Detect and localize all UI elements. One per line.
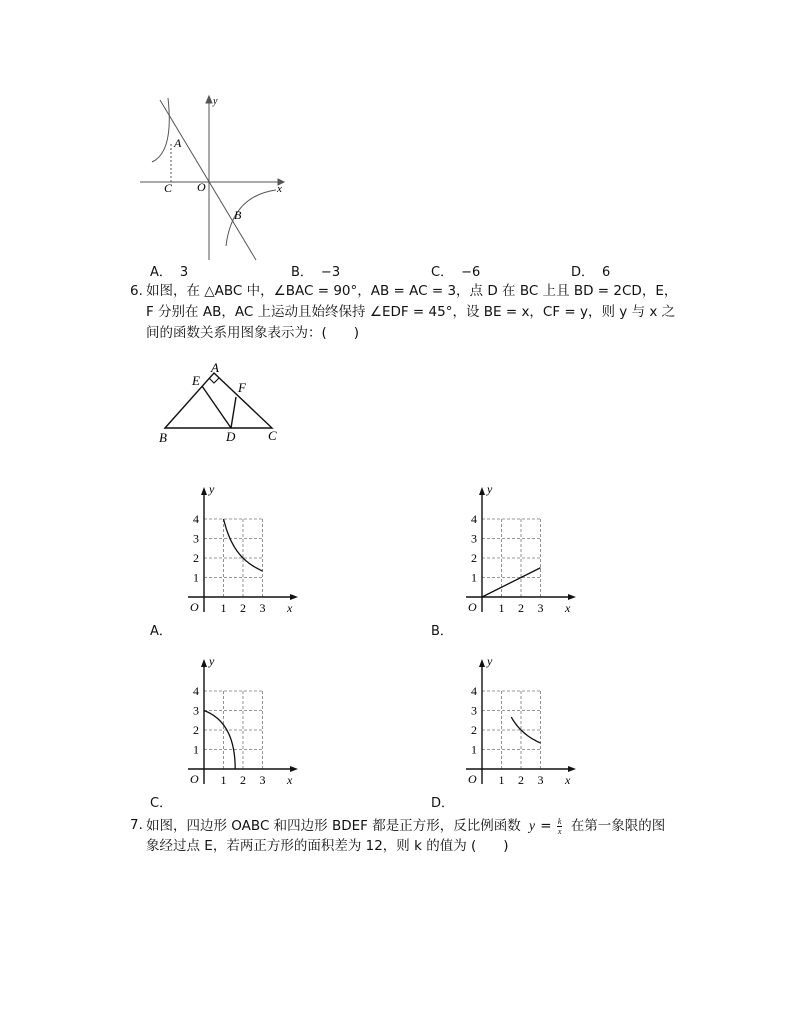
label-origin: O: [190, 600, 199, 614]
q7-text-line1: [146, 815, 665, 837]
q6-text-line2: F 分别在 AB，AC 上运动且始终保持 ∠EDF = 45°，设 BE = x，CF = y，则 y 与 x 之: [146, 304, 676, 320]
x-tick-label: 3: [259, 773, 266, 786]
label-y: y: [209, 482, 215, 496]
function-curve: [482, 568, 541, 597]
y-tick-label: 3: [193, 703, 199, 718]
x-tick-label: 1: [498, 773, 505, 786]
label-a: A: [211, 360, 219, 375]
graph-option-a[interactable]: [186, 482, 302, 614]
q6-option-b-label[interactable]: B．: [431, 624, 453, 639]
segment-ed: [202, 386, 231, 428]
q7-text-part2: 在第一象限的图: [570, 818, 666, 834]
grid: [204, 691, 263, 769]
y-tick-label: 3: [193, 531, 199, 546]
q6-option-a-label[interactable]: A．: [150, 624, 172, 639]
x-tick-label: 1: [498, 601, 505, 614]
q5-option-d[interactable]: [571, 262, 610, 283]
segment-fd: [231, 397, 236, 428]
option-value: −6: [461, 265, 481, 280]
x-tick-label: 2: [518, 601, 524, 614]
grid: [482, 691, 541, 769]
q6-option-d-label[interactable]: D．: [431, 796, 455, 811]
y-axis-arrow: [201, 487, 207, 495]
option-value: 6: [602, 265, 611, 280]
grid: [204, 519, 263, 597]
formula-denominator: x: [557, 826, 562, 836]
y-axis-arrow: [479, 487, 485, 495]
y-tick-label: 4: [193, 512, 199, 526]
function-curve: [511, 717, 540, 743]
x-tick-label: 3: [537, 601, 544, 614]
q7-text-part1: 如图，四边形 OABC 和四边形 BDEF 都是正方形，反比例函数: [146, 818, 521, 834]
label-y: y: [209, 654, 215, 668]
label-b: B: [234, 208, 242, 222]
q7-number: 7.: [130, 817, 143, 833]
q6-option-c-label[interactable]: C．: [150, 796, 173, 811]
label-c: C: [164, 181, 173, 195]
graph-option-b[interactable]: [464, 482, 580, 614]
x-axis-arrow: [290, 766, 298, 772]
x-tick-label: 1: [220, 773, 227, 786]
q5-option-c[interactable]: [431, 262, 480, 283]
right-angle-mark: [209, 378, 219, 383]
x-axis-arrow: [568, 594, 576, 600]
y-axis-arrow: [201, 659, 207, 667]
y-tick-label: 2: [193, 723, 199, 737]
q6-text-line3: 间的函数关系用图象表示为：( ): [146, 325, 360, 341]
label-d: D: [226, 429, 236, 444]
triangle-abc: [165, 373, 272, 428]
x-axis-arrow: [568, 766, 576, 772]
label-y: y: [213, 96, 218, 107]
option-letter: C．: [431, 265, 454, 280]
straight-line: [160, 100, 256, 260]
y-tick-label: 4: [193, 684, 199, 698]
y-tick-label: 4: [471, 684, 477, 698]
y-axis-arrow: [206, 96, 212, 103]
q5-option-b[interactable]: [291, 262, 340, 283]
y-tick-label: 1: [471, 742, 477, 757]
option-value: −3: [320, 265, 341, 280]
hyperbola-line-figure: [138, 92, 288, 262]
y-axis-arrow: [479, 659, 485, 667]
x-tick-label: 1: [220, 601, 227, 614]
x-tick-label: 3: [259, 601, 266, 614]
label-b: B: [159, 430, 167, 445]
y-tick-label: 2: [193, 551, 199, 565]
label-x: x: [565, 773, 571, 786]
label-c: C: [268, 428, 277, 443]
formula-y: y: [529, 818, 535, 833]
q5-option-a[interactable]: [150, 262, 188, 283]
label-x: x: [287, 601, 293, 614]
label-x: x: [565, 601, 571, 614]
graph-option-c[interactable]: [186, 654, 302, 786]
label-f: F: [238, 380, 246, 395]
option-letter: B．: [291, 265, 313, 280]
function-curve: [204, 711, 235, 770]
graph-option-d[interactable]: [464, 654, 580, 786]
y-tick-label: 1: [193, 742, 199, 757]
x-axis-arrow: [290, 594, 298, 600]
y-tick-label: 3: [471, 531, 477, 546]
label-a: A: [174, 136, 182, 150]
x-tick-label: 2: [240, 773, 246, 786]
q6-text-line1: 如图，在 △ABC 中，∠BAC = 90°，AB = AC = 3，点 D 在 BC 上且 BD = 2CD，E，: [146, 283, 678, 299]
q7-text-line2: 象经过点 E，若两正方形的面积差为 12，则 k 的值为 ( ): [146, 838, 509, 854]
label-origin: O: [190, 772, 199, 786]
y-tick-label: 2: [471, 723, 477, 737]
x-tick-label: 2: [240, 601, 246, 614]
label-y: y: [487, 654, 493, 668]
label-y: y: [487, 482, 493, 496]
label-x: x: [287, 773, 293, 786]
y-tick-label: 4: [471, 512, 477, 526]
y-tick-label: 1: [193, 570, 199, 585]
label-origin: O: [468, 600, 477, 614]
option-value: 3: [179, 265, 189, 280]
formula-numerator: k: [557, 816, 562, 826]
option-letter: A．: [150, 265, 172, 280]
label-x: x: [277, 183, 282, 195]
label-origin: O: [197, 180, 206, 194]
label-e: E: [192, 373, 200, 388]
grid: [482, 519, 541, 597]
y-tick-label: 3: [471, 703, 477, 718]
x-tick-label: 3: [537, 773, 544, 786]
formula-equals: =: [540, 818, 552, 834]
y-tick-label: 1: [471, 570, 477, 585]
triangle-figure: [150, 356, 290, 448]
option-letter: D．: [571, 265, 595, 280]
label-origin: O: [468, 772, 477, 786]
hyperbola-branch-left: [152, 98, 169, 162]
x-tick-label: 2: [518, 773, 524, 786]
y-tick-label: 2: [471, 551, 477, 565]
q6-number: 6.: [130, 283, 143, 299]
inverse-function-formula: [529, 815, 562, 837]
